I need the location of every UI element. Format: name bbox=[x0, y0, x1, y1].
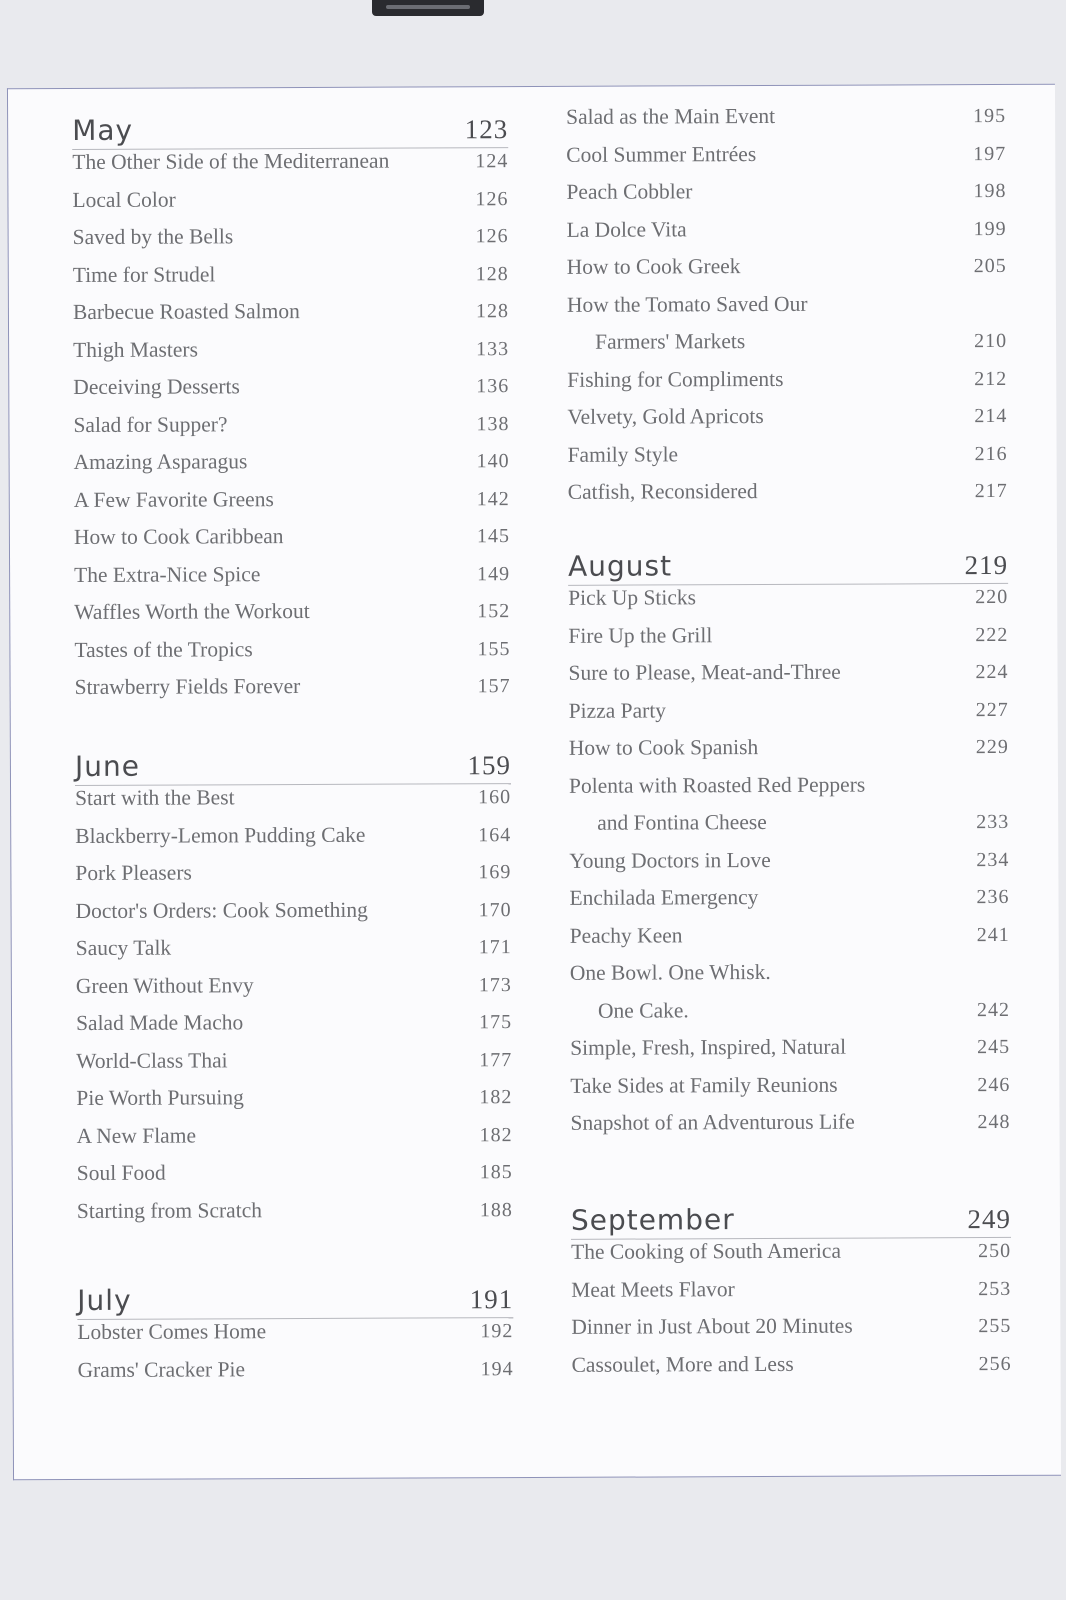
toc-entry bbox=[570, 921, 1010, 960]
entry-page-number: 175 bbox=[478, 1011, 513, 1034]
entry-title: Pie Worth Pursuing bbox=[76, 1085, 244, 1110]
entry-page-number: 185 bbox=[479, 1161, 513, 1184]
entry-title: Cool Summer Entrées bbox=[566, 141, 757, 167]
entry-page-number: 250 bbox=[978, 1239, 1012, 1263]
entry-page-number: 236 bbox=[976, 885, 1010, 909]
entry-title: Fishing for Compliments bbox=[567, 366, 784, 392]
section-header bbox=[568, 547, 1008, 586]
toc-entry bbox=[73, 373, 509, 412]
toc-entry bbox=[567, 328, 1007, 367]
entry-page-number: 216 bbox=[974, 442, 1008, 465]
toc-entry bbox=[77, 1197, 513, 1236]
toc-entry bbox=[568, 659, 1008, 698]
toc-entry bbox=[569, 884, 1009, 923]
entry-title: Strawberry Fields Forever bbox=[74, 674, 301, 700]
entry-page-number: 227 bbox=[975, 698, 1009, 721]
entry-page-number: 222 bbox=[975, 623, 1009, 646]
entry-list bbox=[568, 584, 1010, 1148]
toc-entry bbox=[74, 486, 510, 525]
entry-title: World-Class Thai bbox=[76, 1047, 228, 1073]
entry-list bbox=[72, 148, 510, 712]
toc-entry bbox=[570, 1071, 1010, 1110]
entry-title: How to Cook Spanish bbox=[568, 735, 759, 760]
toc-entry bbox=[570, 996, 1010, 1035]
entry-title: Salad as the Main Event bbox=[566, 103, 776, 129]
toc-entry bbox=[74, 561, 510, 600]
toc-entry bbox=[76, 1122, 512, 1161]
entry-page-number: 194 bbox=[480, 1357, 514, 1380]
toc-entry bbox=[75, 859, 511, 898]
entry-page-number: 256 bbox=[978, 1352, 1012, 1375]
entry-title: Pork Pleasers bbox=[75, 860, 192, 886]
entry-page-number: 198 bbox=[973, 179, 1007, 203]
entry-title: Take Sides at Family Reunions bbox=[570, 1072, 838, 1098]
toc-entry bbox=[568, 440, 1008, 479]
toc-entry bbox=[75, 822, 511, 861]
entry-page-number: 210 bbox=[974, 329, 1008, 353]
entry-title: A New Flame bbox=[76, 1122, 197, 1148]
entry-title: Peachy Keen bbox=[569, 922, 683, 948]
entry-title: Young Doctors in Love bbox=[569, 847, 771, 873]
toc-entry bbox=[568, 621, 1008, 660]
section-may bbox=[72, 111, 511, 712]
entry-title: Thigh Masters bbox=[73, 336, 198, 362]
entry-page-number: 171 bbox=[478, 936, 512, 959]
toc-entry bbox=[77, 1318, 513, 1357]
section-page-number: 191 bbox=[469, 1284, 514, 1315]
entry-title: Meat Meets Flavor bbox=[571, 1276, 735, 1302]
toc-entry bbox=[74, 598, 510, 637]
entry-title: Fire Up the Grill bbox=[568, 622, 713, 648]
entry-title: The Cooking of South America bbox=[570, 1238, 842, 1264]
section-title: June bbox=[74, 749, 140, 784]
toc-entry bbox=[76, 1009, 512, 1048]
entry-page-number: 214 bbox=[974, 404, 1008, 428]
toc-entry bbox=[569, 734, 1009, 773]
entry-title: A Few Favorite Greens bbox=[73, 486, 274, 512]
entry-title: Family Style bbox=[567, 441, 679, 467]
entry-page-number: 169 bbox=[478, 861, 512, 884]
section-july bbox=[77, 1281, 513, 1395]
entry-page-number: 136 bbox=[476, 375, 510, 398]
entry-title: Dinner in Just About 20 Minutes bbox=[571, 1313, 853, 1339]
entry-page-number: 124 bbox=[475, 150, 509, 173]
entry-title: Soul Food bbox=[76, 1160, 166, 1185]
section-september bbox=[571, 1201, 1012, 1390]
toc-entry bbox=[571, 1350, 1011, 1389]
entry-title: Enchilada Emergency bbox=[569, 885, 759, 910]
right-column bbox=[566, 85, 1012, 1377]
entry-title: Grams' Cracker Pie bbox=[77, 1356, 246, 1382]
entry-title: Time for Strudel bbox=[72, 261, 216, 287]
toc-entry bbox=[567, 290, 1007, 329]
entry-page-number: 155 bbox=[477, 637, 511, 660]
entry-title: Polenta with Roasted Red Peppers bbox=[568, 772, 866, 798]
entry-page-number: 140 bbox=[476, 450, 510, 473]
entry-title: Saucy Talk bbox=[75, 935, 172, 961]
toc-entry bbox=[566, 178, 1006, 217]
entry-title: The Other Side of the Mediterranean bbox=[72, 148, 390, 175]
entry-page-number: 188 bbox=[479, 1198, 513, 1221]
entry-page-number: 229 bbox=[975, 735, 1009, 759]
entry-page-number: 182 bbox=[479, 1123, 513, 1146]
entry-title: Saved by the Bells bbox=[72, 224, 234, 250]
entry-page-number: 133 bbox=[476, 337, 510, 360]
entry-title: Barbecue Roasted Salmon bbox=[72, 299, 300, 325]
section-header bbox=[75, 747, 511, 786]
entry-page-number: 182 bbox=[479, 1086, 513, 1109]
entry-page-number: 241 bbox=[976, 923, 1010, 946]
entry-title: Doctor's Orders: Cook Something bbox=[75, 897, 368, 923]
entry-title: Salad for Supper? bbox=[73, 411, 228, 437]
entry-title: Peach Cobbler bbox=[566, 179, 693, 204]
toc-entry bbox=[567, 403, 1007, 442]
toc-entry bbox=[566, 103, 1006, 142]
toc-entry bbox=[569, 846, 1009, 885]
toc-entry bbox=[73, 223, 509, 262]
entry-page-number: 160 bbox=[478, 786, 512, 809]
toc-entry bbox=[571, 1275, 1011, 1314]
toc-entry bbox=[567, 365, 1007, 404]
toc-entry bbox=[569, 809, 1009, 848]
toc-entry bbox=[76, 972, 512, 1011]
entry-title: One Bowl. One Whisk. bbox=[569, 959, 771, 985]
section-august bbox=[568, 547, 1011, 1148]
toc-entry bbox=[76, 1047, 512, 1086]
entry-title: The Extra-Nice Spice bbox=[74, 561, 261, 587]
entry-page-number: 246 bbox=[977, 1073, 1011, 1096]
entry-title: How to Cook Caribbean bbox=[73, 524, 284, 550]
entry-page-number: 126 bbox=[475, 225, 509, 248]
toc-entry bbox=[73, 336, 509, 375]
entry-title: Waffles Worth the Workout bbox=[74, 598, 310, 625]
entry-title: How the Tomato Saved Our bbox=[566, 291, 808, 317]
entry-page-number: 233 bbox=[976, 810, 1010, 834]
toc-entry bbox=[73, 261, 509, 300]
entry-page-number: 255 bbox=[978, 1314, 1012, 1338]
section-page-number: 249 bbox=[967, 1203, 1011, 1235]
entry-page-number: 197 bbox=[973, 142, 1007, 165]
toc-entry bbox=[567, 215, 1007, 254]
entry-page-number: 173 bbox=[478, 973, 512, 996]
entry-title: Amazing Asparagus bbox=[73, 449, 248, 475]
entry-page-number: 195 bbox=[973, 104, 1007, 128]
entry-title: Local Color bbox=[72, 187, 176, 212]
entry-title: How to Cook Greek bbox=[566, 254, 741, 279]
entry-title: Salad Made Macho bbox=[75, 1010, 244, 1036]
section-page-number: 159 bbox=[467, 750, 511, 781]
entry-title: Start with the Best bbox=[75, 785, 235, 811]
entry-title: Cassoulet, More and Less bbox=[571, 1351, 794, 1377]
toc-entry bbox=[73, 298, 509, 337]
entry-page-number: 234 bbox=[976, 848, 1010, 871]
entry-page-number: 164 bbox=[478, 823, 512, 846]
entry-title: Sure to Please, Meat-and-Three bbox=[568, 659, 841, 685]
entry-title: Lobster Comes Home bbox=[77, 1319, 267, 1344]
entry-title: Pizza Party bbox=[568, 697, 667, 723]
entry-page-number: 128 bbox=[475, 262, 509, 285]
toc-entry bbox=[74, 636, 510, 675]
entry-title: Starting from Scratch bbox=[76, 1197, 263, 1223]
section-header bbox=[72, 111, 508, 150]
entry-title: Catfish, Reconsidered bbox=[567, 479, 758, 504]
entry-title: Tastes of the Tropics bbox=[74, 636, 253, 662]
section-june bbox=[75, 747, 513, 1236]
toc-entry bbox=[571, 1313, 1011, 1352]
toc-entry bbox=[571, 1238, 1011, 1277]
toc-entry bbox=[570, 959, 1010, 998]
entry-page-number: 199 bbox=[973, 217, 1007, 240]
section-title: May bbox=[72, 113, 134, 148]
entry-list bbox=[75, 784, 513, 1236]
toc-entry bbox=[569, 771, 1009, 810]
toc-entry bbox=[76, 934, 512, 973]
entry-title: La Dolce Vita bbox=[566, 216, 687, 242]
toc-entry bbox=[75, 673, 511, 712]
toc-entry bbox=[567, 253, 1007, 292]
entry-title: and Fontina Cheese bbox=[597, 809, 767, 835]
entry-list bbox=[566, 103, 1008, 517]
entry-page-number: 177 bbox=[479, 1048, 513, 1071]
entry-page-number: 142 bbox=[476, 487, 510, 510]
toc-entry bbox=[569, 696, 1009, 735]
toc-entry bbox=[568, 478, 1008, 517]
section-title: August bbox=[567, 549, 673, 583]
binder-clip bbox=[372, 0, 484, 16]
section-page-number: 123 bbox=[464, 114, 509, 145]
entry-page-number: 217 bbox=[974, 479, 1008, 503]
entry-page-number: 205 bbox=[973, 254, 1007, 278]
toc-entry bbox=[76, 897, 512, 936]
toc-page bbox=[7, 84, 1061, 1481]
entry-page-number: 224 bbox=[975, 660, 1009, 684]
toc-entry bbox=[78, 1356, 514, 1395]
entry-page-number: 220 bbox=[975, 585, 1009, 609]
entry-title: Pick Up Sticks bbox=[568, 585, 697, 610]
entry-title: Blackberry-Lemon Pudding Cake bbox=[75, 822, 366, 848]
toc-entry bbox=[76, 1084, 512, 1123]
toc-entry bbox=[566, 140, 1006, 179]
toc-entry bbox=[74, 523, 510, 562]
entry-page-number: 149 bbox=[477, 562, 511, 585]
entry-list bbox=[77, 1318, 513, 1395]
entry-page-number: 126 bbox=[475, 187, 509, 210]
entry-title: Farmers' Markets bbox=[595, 329, 746, 354]
entry-page-number: 253 bbox=[978, 1277, 1012, 1300]
entry-title: Green Without Envy bbox=[75, 972, 254, 998]
entry-page-number: 170 bbox=[478, 898, 512, 921]
entry-title: Snapshot of an Adventurous Life bbox=[570, 1109, 855, 1135]
section-page-number: 219 bbox=[964, 549, 1009, 581]
section-title: September bbox=[570, 1203, 735, 1237]
section-header bbox=[77, 1281, 513, 1320]
toc-entry bbox=[570, 1034, 1010, 1073]
toc-entry bbox=[570, 1109, 1010, 1148]
toc-entry bbox=[568, 584, 1008, 623]
entry-title: Deceiving Desserts bbox=[73, 374, 240, 400]
toc-entry bbox=[72, 148, 508, 187]
section-title: July bbox=[77, 1283, 132, 1317]
toc-entry bbox=[73, 411, 509, 450]
entry-page-number: 242 bbox=[976, 998, 1011, 1021]
entry-title: One Cake. bbox=[597, 997, 689, 1023]
entry-page-number: 212 bbox=[974, 367, 1008, 390]
toc-entry bbox=[74, 448, 510, 487]
entry-page-number: 245 bbox=[977, 1035, 1011, 1059]
entry-page-number: 157 bbox=[477, 675, 511, 698]
entry-page-number: 138 bbox=[476, 412, 510, 435]
entry-page-number: 128 bbox=[475, 300, 509, 323]
section-july-continued bbox=[566, 99, 1008, 517]
entry-title: Velvety, Gold Apricots bbox=[567, 403, 764, 429]
toc-entry bbox=[72, 186, 508, 225]
entry-list bbox=[571, 1238, 1012, 1390]
entry-page-number: 192 bbox=[480, 1320, 514, 1343]
section-header bbox=[571, 1201, 1011, 1240]
entry-page-number: 145 bbox=[476, 525, 510, 548]
toc-entry bbox=[77, 1159, 513, 1198]
entry-page-number: 152 bbox=[477, 600, 511, 623]
left-column bbox=[72, 87, 514, 1382]
toc-entry bbox=[75, 784, 511, 823]
entry-page-number: 248 bbox=[977, 1110, 1011, 1134]
entry-title: Simple, Fresh, Inspired, Natural bbox=[570, 1034, 847, 1060]
